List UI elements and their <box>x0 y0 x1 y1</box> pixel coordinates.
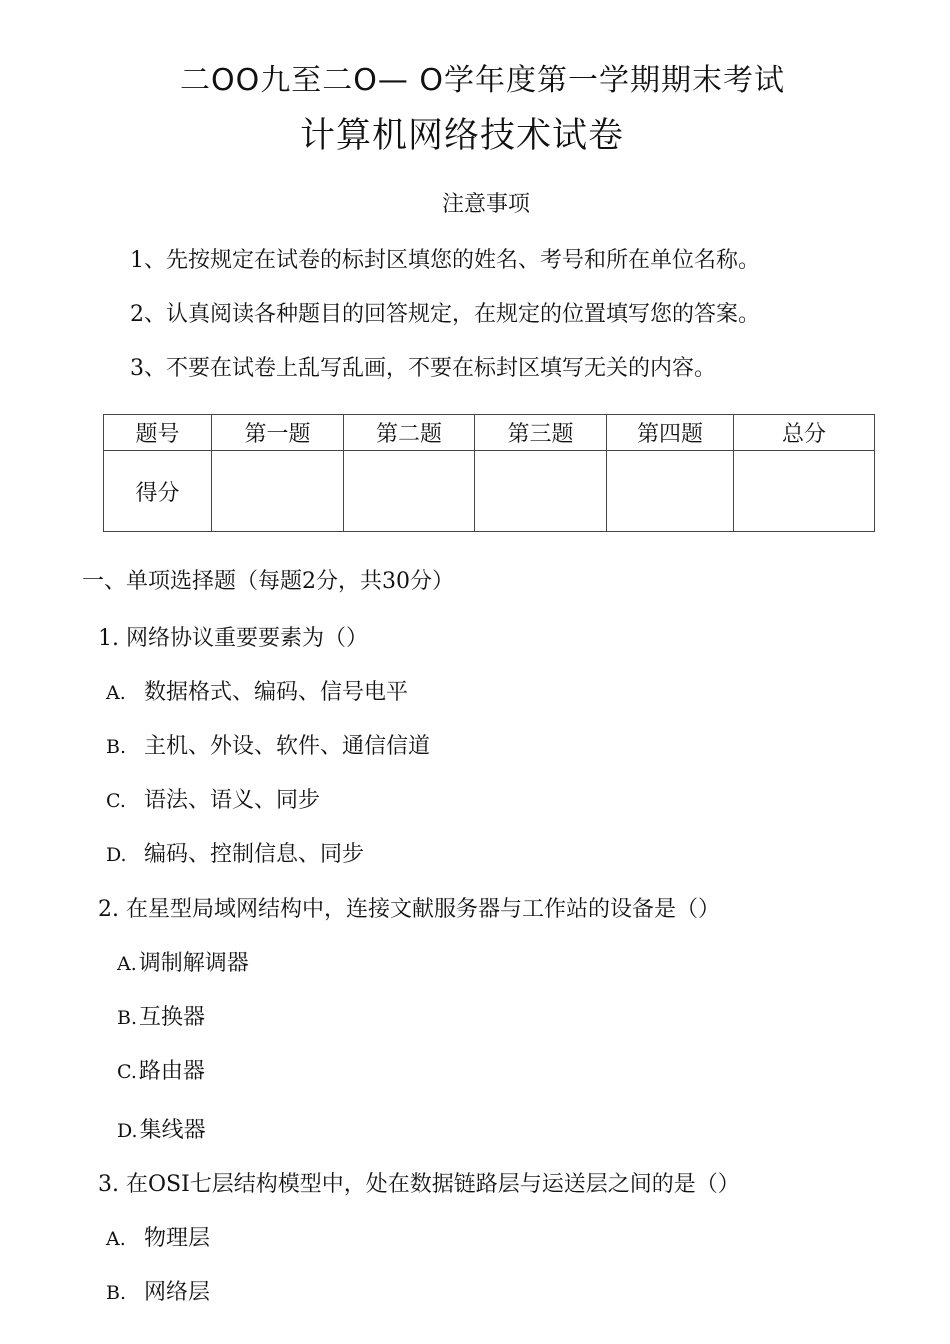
score-table-header-cell: 第二题 <box>344 415 475 451</box>
option-letter: B. <box>106 736 127 758</box>
option-text: 路由器 <box>138 1059 205 1084</box>
score-cell <box>607 451 734 532</box>
score-cell <box>734 451 875 532</box>
question-text: 2. 在星型局域网结构中，连接文献服务器与工作站的设备是（） <box>98 897 720 922</box>
notice-title: 注意事项 <box>442 192 531 217</box>
question-option <box>106 1221 210 1252</box>
option-text: 语法、语义、同步 <box>144 788 321 813</box>
option-letter: B. <box>106 1282 127 1304</box>
score-table-row <box>104 451 875 532</box>
option-text: 主机、外设、软件、通信信道 <box>144 734 431 759</box>
option-letter: D. <box>117 1120 138 1142</box>
option-letter: C. <box>117 1061 137 1083</box>
option-text: 数据格式、编码、信号电平 <box>144 680 409 705</box>
notice-item: 2、认真阅读各种题目的回答规定，在规定的位置填写您的答案。 <box>130 302 760 327</box>
exam-header-line: 二OO九至二O— O学年度第一学期期末考试 <box>180 63 785 98</box>
option-letter: D. <box>106 844 127 866</box>
option-text: 物理层 <box>144 1226 211 1251</box>
notice-item: 3、不要在试卷上乱写乱画，不要在标封区填写无关的内容。 <box>130 356 716 381</box>
score-table-header-cell: 第四题 <box>607 415 734 451</box>
option-text: 互换器 <box>139 1005 206 1030</box>
question-option <box>106 729 430 760</box>
option-letter: B. <box>117 1007 138 1029</box>
question-option <box>117 946 249 977</box>
score-cell <box>212 451 344 532</box>
exam-title: 计算机网络技术试卷 <box>300 116 625 156</box>
score-cell <box>344 451 475 532</box>
question-text: 3. 在OSI七层结构模型中，处在数据链路层与运送层之间的是（） <box>98 1172 740 1197</box>
question-option <box>117 1000 205 1031</box>
option-text: 网络层 <box>144 1280 211 1305</box>
question-option <box>106 675 408 706</box>
option-text: 调制解调器 <box>138 951 249 976</box>
score-table-header-cell: 第三题 <box>475 415 607 451</box>
score-table-header-row <box>104 415 875 451</box>
question-option <box>117 1113 206 1144</box>
question-option <box>117 1054 205 1085</box>
question-option <box>106 783 320 814</box>
question-option <box>106 837 364 868</box>
option-letter: C. <box>106 790 126 812</box>
option-letter: A. <box>106 1228 126 1250</box>
notice-item: 1、先按规定在试卷的标封区填您的姓名、考号和所在单位名称。 <box>130 248 760 273</box>
section-heading: 一、单项选择题（每题2分，共30分） <box>82 569 454 594</box>
score-table-header-cell: 第一题 <box>212 415 344 451</box>
score-table <box>103 414 875 532</box>
score-table-header-cell: 题号 <box>104 415 212 451</box>
option-text: 集线器 <box>139 1118 206 1143</box>
option-text: 编码、控制信息、同步 <box>144 842 365 867</box>
option-letter: A. <box>117 953 137 975</box>
question-option <box>106 1275 210 1306</box>
score-table-header-cell: 总分 <box>734 415 875 451</box>
score-cell <box>475 451 607 532</box>
option-letter: A. <box>106 682 126 704</box>
question-text: 1. 网络协议重要要素为（） <box>98 626 368 651</box>
score-row-label: 得分 <box>104 451 212 532</box>
